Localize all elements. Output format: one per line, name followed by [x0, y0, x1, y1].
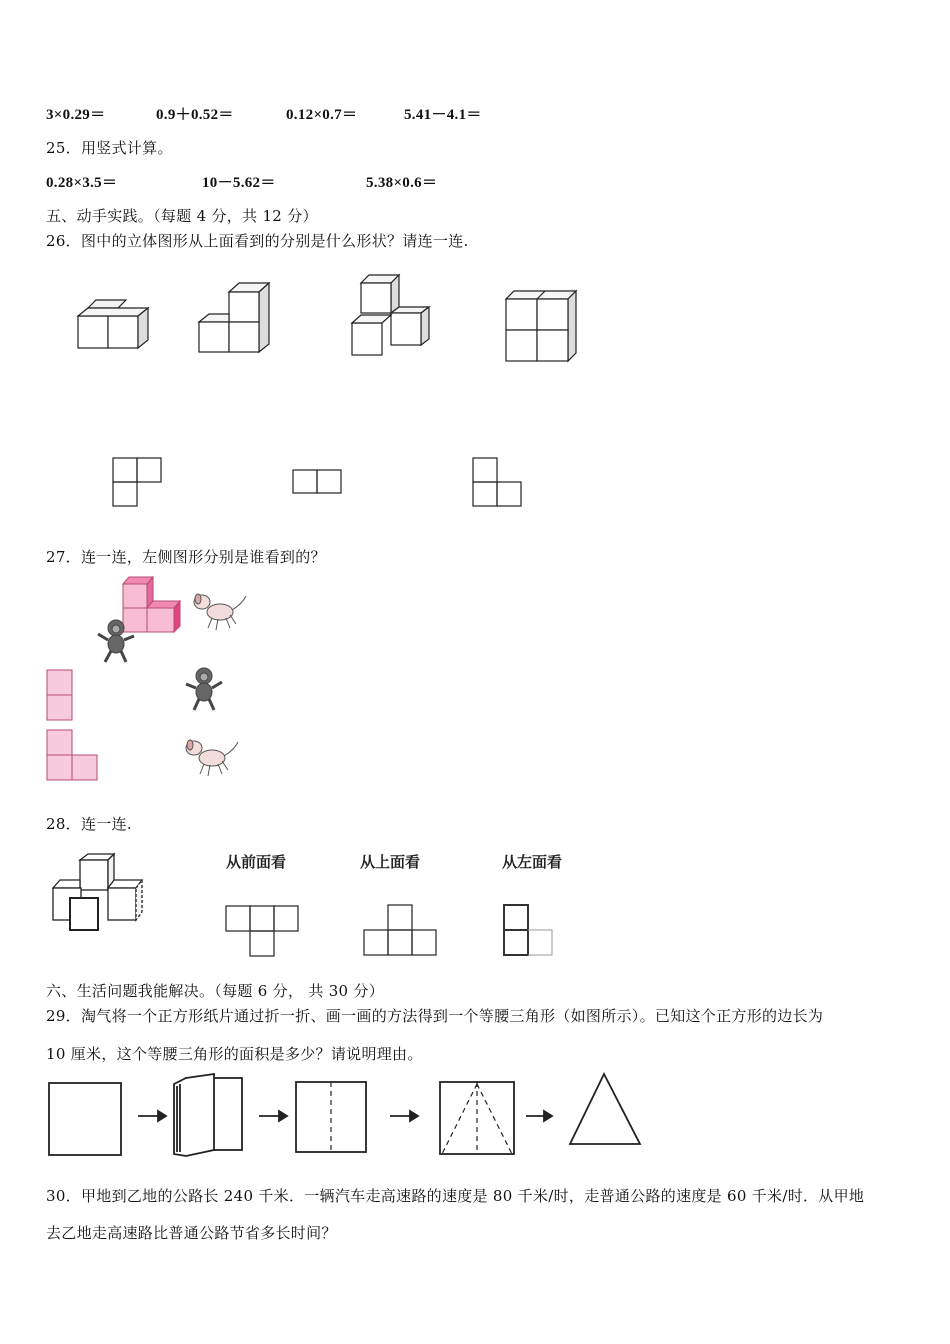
q26-solid-3 [349, 273, 434, 357]
q26-top-view-1 [112, 457, 164, 507]
square-paper [49, 1083, 121, 1155]
calc-item-1: 3×0.29＝ [46, 107, 106, 123]
q29-text-line1: 29．淘气将一个正方形纸片通过折一折、画一画的方法得到一个等腰三角形（如图所示）。已知这个正方形的边长为 [46, 1007, 824, 1025]
q27-title: 27．连一连，左侧图形分别是谁看到的？ [46, 548, 326, 566]
calc-item-2: 0.9＋0.52＝ [156, 107, 234, 123]
calc-item-3: 0.12×0.7＝ [286, 107, 358, 123]
q27-view-1 [46, 669, 74, 721]
q25-item-2: 10－5.62＝ [202, 175, 276, 191]
section5-title: 五、动手实践。（每题 4 分，共 12 分） [46, 207, 318, 225]
q26-solid-4 [504, 289, 580, 365]
q26-solid-1 [76, 296, 156, 356]
section6-title: 六、生活问题我能解决。（每题 6 分， 共 30 分） [46, 982, 385, 1000]
label-left-view: 从左面看 [502, 853, 563, 871]
calc-item-4: 5.41－4.1＝ [404, 107, 482, 123]
q26-top-view-2 [292, 469, 344, 495]
q26-top-view-3 [472, 457, 524, 507]
q27-view-2 [46, 729, 100, 781]
label-top-view: 从上面看 [360, 853, 421, 871]
q25-item-1: 0.28×3.5＝ [46, 175, 118, 191]
q25-item-3: 5.38×0.6＝ [366, 175, 438, 191]
q29-folding-diagram [46, 1072, 646, 1158]
q28-view-top [363, 904, 439, 956]
q29-text-line2: 10 厘米，这个等腰三角形的面积是多少？请说明理由。 [46, 1045, 423, 1063]
q28-title: 28．连一连. [46, 815, 132, 833]
q28-view-front [225, 905, 301, 957]
q30-text-line2: 去乙地走高速路比普通公路节省多长时间？ [46, 1224, 337, 1242]
label-front-view: 从前面看 [226, 853, 287, 871]
dog-icon [190, 590, 248, 632]
q28-solid [50, 852, 150, 934]
monkey-icon [92, 618, 138, 666]
q30-text-line1: 30．甲地到乙地的公路长 240 千米．一辆汽车走高速路的速度是 80 千米/时，走普通公路的速度是 60 千米/时．从甲地 [46, 1187, 865, 1205]
q26-title: 26．图中的立体图形从上面看到的分别是什么形状？请连一连. [46, 232, 469, 250]
dog-icon [182, 736, 240, 778]
monkey-icon [182, 666, 228, 714]
q28-view-left [503, 904, 555, 958]
q25-title: 25．用竖式计算。 [46, 139, 173, 157]
q26-solid-2 [197, 280, 277, 356]
